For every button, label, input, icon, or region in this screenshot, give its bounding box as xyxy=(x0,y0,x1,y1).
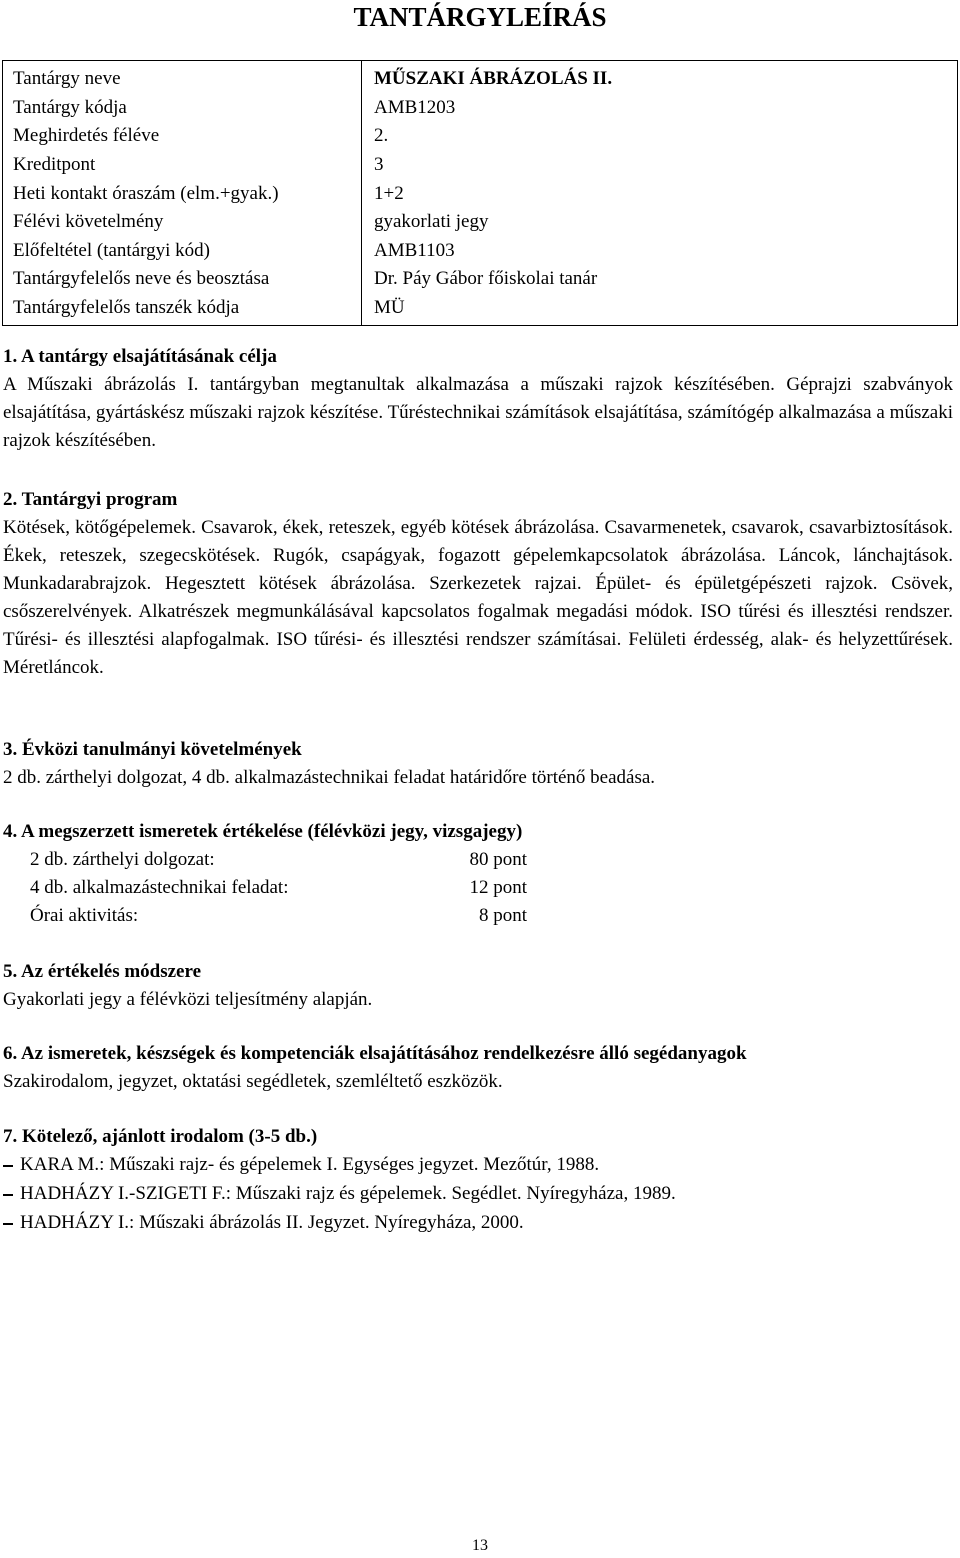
info-value: 1+2 xyxy=(374,182,404,204)
grade-points: 8 pont xyxy=(478,905,527,926)
section-requirements xyxy=(3,736,953,792)
info-value: 2. xyxy=(374,125,389,147)
info-value: Dr. Páy Gábor főiskolai tanár xyxy=(374,268,598,290)
literature-text: KARA M.: Műszaki rajz- és gépelemek I. Egységes jegyzet. Mezőtúr, 1988. xyxy=(20,1154,600,1175)
section-evaluation-method xyxy=(3,958,953,1014)
info-label: Tantárgy neve xyxy=(3,61,362,94)
section-body: Kötések, kötőgépelemek. Csavarok, ékek, reteszek, egyéb kötések ábrázolása. Csavarmenetek, csavarok, csavarbiztosítások. Ékek, reteszek, szegecskötések. Rugók, csapágyak, fogazott gépelemkapcsolatok ábrázolása. Láncok, lánchajtások. Munkadarabrajzok. Hegesztett kötések ábrázolása. Szerkezetek rajzai. Épület- és épületgépészeti rajzok. Csövek, csőszerelvények. Alkatrészek megmunkálásával kapcsolatos fogalmak megadási módok. ISO tűrési és illesztési rendszer. Tűrési- és illesztési alapfogalmak. ISO tűrési- és illesztési rendszer számításai. Felületi érdesség, alak- és helyzettűrések. Méretláncok. xyxy=(3,517,953,678)
dash-bullet-icon xyxy=(3,1165,13,1167)
page-number: 13 xyxy=(472,1537,488,1554)
info-row-department xyxy=(3,294,958,326)
section-heading: 3. Évközi tanulmányi követelmények xyxy=(3,739,302,760)
grade-row xyxy=(3,902,953,930)
section-evaluation xyxy=(3,818,953,930)
section-heading: 4. A megszerzett ismeretek értékelése (félévközi jegy, vizsgajegy) xyxy=(3,821,523,842)
section-literature xyxy=(3,1123,953,1238)
info-value: gyakorlati jegy xyxy=(374,211,489,233)
info-row-course-name xyxy=(3,61,958,94)
grade-row xyxy=(3,846,953,874)
literature-text: HADHÁZY I.-SZIGETI F.: Műszaki rajz és gépelemek. Segédlet. Nyíregyháza, 1989. xyxy=(20,1183,676,1204)
section-body: 2 db. zárthelyi dolgozat, 4 db. alkalmazástechnikai feladat határidőre történő beadása. xyxy=(3,767,656,788)
info-row-course-code xyxy=(3,94,958,123)
info-row-requirement xyxy=(3,208,958,237)
info-row-semester xyxy=(3,122,958,151)
section-heading: 6. Az ismeretek, készségek és kompetenciák elsajátításához rendelkezésre álló segédanyagok xyxy=(3,1043,747,1064)
grade-points: 12 pont xyxy=(469,877,527,898)
info-row-credits xyxy=(3,151,958,180)
course-info-table xyxy=(2,60,958,326)
grade-label: Órai aktivitás: xyxy=(30,905,139,926)
info-value: AMB1103 xyxy=(374,239,455,261)
literature-item xyxy=(3,1180,953,1209)
info-label: Kreditpont xyxy=(3,151,362,180)
section-body: Szakirodalom, jegyzet, oktatási segédletek, szemléltető eszközök. xyxy=(3,1071,503,1092)
section-program xyxy=(3,486,953,682)
info-label: Előfeltétel (tantárgyi kód) xyxy=(3,237,362,266)
literature-item xyxy=(3,1209,953,1238)
info-value: MÜ xyxy=(374,297,405,319)
section-materials xyxy=(3,1040,953,1096)
section-body: Gyakorlati jegy a félévközi teljesítmény alapján. xyxy=(3,989,373,1010)
info-label: Tantárgyfelelős neve és beosztása xyxy=(3,265,362,294)
section-heading: 2. Tantárgyi program xyxy=(3,489,178,510)
page-title: TANTÁRGYLEÍRÁS xyxy=(353,2,607,32)
grade-points: 80 pont xyxy=(469,849,527,870)
literature-text: HADHÁZY I.: Műszaki ábrázolás II. Jegyzet. Nyíregyháza, 2000. xyxy=(20,1212,524,1233)
info-value: AMB1203 xyxy=(374,96,456,118)
section-heading: 1. A tantárgy elsajátításának célja xyxy=(3,346,277,367)
section-body: A Műszaki ábrázolás I. tantárgyban megtanultak alkalmazása a műszaki rajzok készítésében. Géprajzi szabványok elsajátítása, gyártáskész műszaki rajzok készítése. Tűréstechnikai számítások elsajátítása, számítógép alkalmazása a műszaki rajzok készítésében. xyxy=(3,374,953,451)
dash-bullet-icon xyxy=(3,1194,13,1196)
section-heading: 5. Az értékelés módszere xyxy=(3,961,202,982)
grade-row xyxy=(3,874,953,902)
grade-label: 2 db. zárthelyi dolgozat: xyxy=(30,849,215,870)
dash-bullet-icon xyxy=(3,1223,13,1225)
info-row-prerequisite xyxy=(3,237,958,266)
info-label: Heti kontakt óraszám (elm.+gyak.) xyxy=(3,179,362,208)
info-label: Meghirdetés féléve xyxy=(3,122,362,151)
info-label: Félévi követelmény xyxy=(3,208,362,237)
info-value: MŰSZAKI ÁBRÁZOLÁS II. xyxy=(374,68,613,90)
info-row-contact-hours xyxy=(3,179,958,208)
info-label: Tantárgyfelelős tanszék kódja xyxy=(3,294,362,326)
info-row-responsible xyxy=(3,265,958,294)
info-value: 3 xyxy=(374,154,384,176)
section-heading: 7. Kötelező, ajánlott irodalom (3-5 db.) xyxy=(3,1126,318,1147)
grade-label: 4 db. alkalmazástechnikai feladat: xyxy=(30,877,289,898)
literature-item xyxy=(3,1151,953,1180)
info-label: Tantárgy kódja xyxy=(3,94,362,123)
section-objective xyxy=(3,343,953,455)
